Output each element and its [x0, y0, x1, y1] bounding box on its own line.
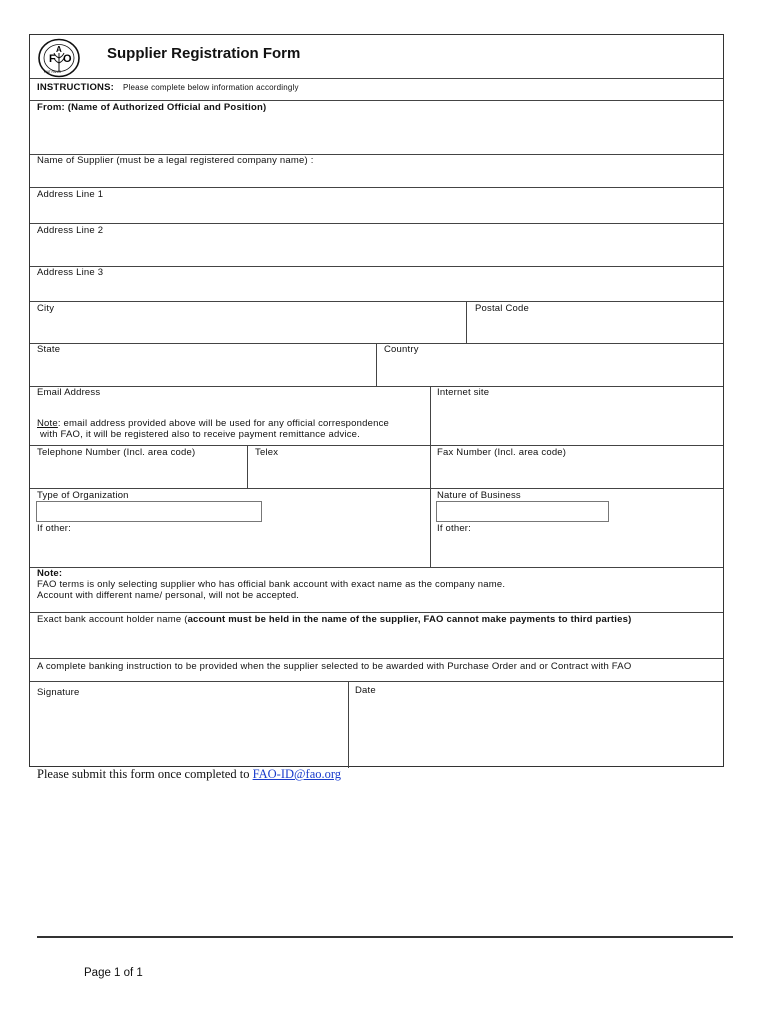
banking-instruction-row [30, 659, 723, 682]
page-title: Supplier Registration Form [107, 45, 301, 62]
supplier-registration-form [29, 34, 724, 767]
bank-holder-prefix: Exact bank account holder name ( [37, 614, 188, 625]
address-line-3-row[interactable] [30, 267, 723, 302]
state-row [30, 344, 723, 387]
bank-holder-label [37, 614, 631, 625]
instructions-row [30, 79, 723, 101]
city-label: City [37, 303, 55, 314]
signature-row [30, 682, 723, 768]
page-number: Page 1 of 1 [84, 967, 143, 979]
from-row[interactable] [30, 101, 723, 155]
supplier-name-label: Name of Supplier (must be a legal registered company name) : [37, 155, 314, 166]
type-if-other-label: If other: [37, 523, 72, 534]
supplier-name-row[interactable] [30, 155, 723, 188]
nature-if-other-label: If other: [437, 523, 472, 534]
divider [430, 387, 431, 445]
footer-divider [37, 936, 733, 938]
internet-site-label: Internet site [437, 387, 490, 398]
svg-text:F: F [49, 53, 56, 65]
email-row [30, 387, 723, 446]
logo-motto: FIAT PANIS [44, 70, 61, 74]
country-label: Country [384, 344, 419, 355]
svg-text:O: O [63, 53, 72, 65]
telex-label: Telex [255, 447, 279, 458]
email-note-line1: : email address provided above will be used for any official correspondence [57, 418, 390, 429]
address-line-2-label: Address Line 2 [37, 225, 104, 236]
signature-field[interactable] [30, 682, 348, 768]
address-line-1-label: Address Line 1 [37, 189, 104, 200]
form-header [30, 35, 723, 79]
address-line-1-row[interactable] [30, 188, 723, 224]
type-of-organization-select[interactable] [36, 501, 262, 522]
date-field[interactable] [349, 682, 723, 768]
submit-email-link[interactable]: FAO-ID@fao.org [252, 767, 342, 781]
svg-text:A: A [56, 45, 62, 54]
telephone-label: Telephone Number (Incl. area code) [37, 447, 196, 458]
fax-label: Fax Number (Incl. area code) [437, 447, 567, 458]
organization-row [30, 489, 723, 568]
instructions-text: Please complete below information accordingly [123, 83, 299, 92]
email-note [37, 418, 389, 429]
banking-instruction-text: A complete banking instruction to be provided when the supplier selected to be awarded with Purchase Order and or Contract with FAO [37, 661, 632, 672]
divider [466, 302, 467, 343]
contact-numbers-row [30, 446, 723, 489]
note-line-1: FAO terms is only selecting supplier who has official bank account with exact name as the company name. [37, 579, 506, 590]
bank-holder-row[interactable] [30, 613, 723, 659]
submit-instructions [37, 767, 341, 782]
date-label: Date [355, 685, 376, 696]
instructions-label: INSTRUCTIONS: [37, 82, 115, 93]
email-note-line2: with FAO, it will be registered also to receive payment remittance advice. [40, 429, 360, 440]
submit-text: Please submit this form once completed to [37, 767, 253, 781]
signature-label: Signature [37, 687, 80, 698]
state-label: State [37, 344, 61, 355]
divider [430, 489, 431, 567]
bank-holder-bold: account must be held in the name of the supplier, FAO cannot make payments to third parties) [187, 614, 632, 625]
divider [430, 446, 431, 488]
nature-of-business-label: Nature of Business [437, 490, 521, 501]
address-line-2-row[interactable] [30, 224, 723, 267]
nature-of-business-select[interactable] [436, 501, 609, 522]
note-line-2: Account with different name/ personal, will not be accepted. [37, 590, 300, 601]
type-of-organization-label: Type of Organization [37, 490, 129, 501]
postal-code-label: Postal Code [475, 303, 529, 314]
address-line-3-label: Address Line 3 [37, 267, 104, 278]
divider [247, 446, 248, 488]
email-label: Email Address [37, 387, 101, 398]
fao-logo-icon [37, 38, 81, 78]
email-note-prefix: Note [37, 418, 58, 429]
city-row [30, 302, 723, 344]
note-title: Note: [37, 568, 63, 579]
from-label: From: (Name of Authorized Official and Position) [37, 102, 267, 113]
divider [376, 344, 377, 386]
note-row [30, 568, 723, 613]
